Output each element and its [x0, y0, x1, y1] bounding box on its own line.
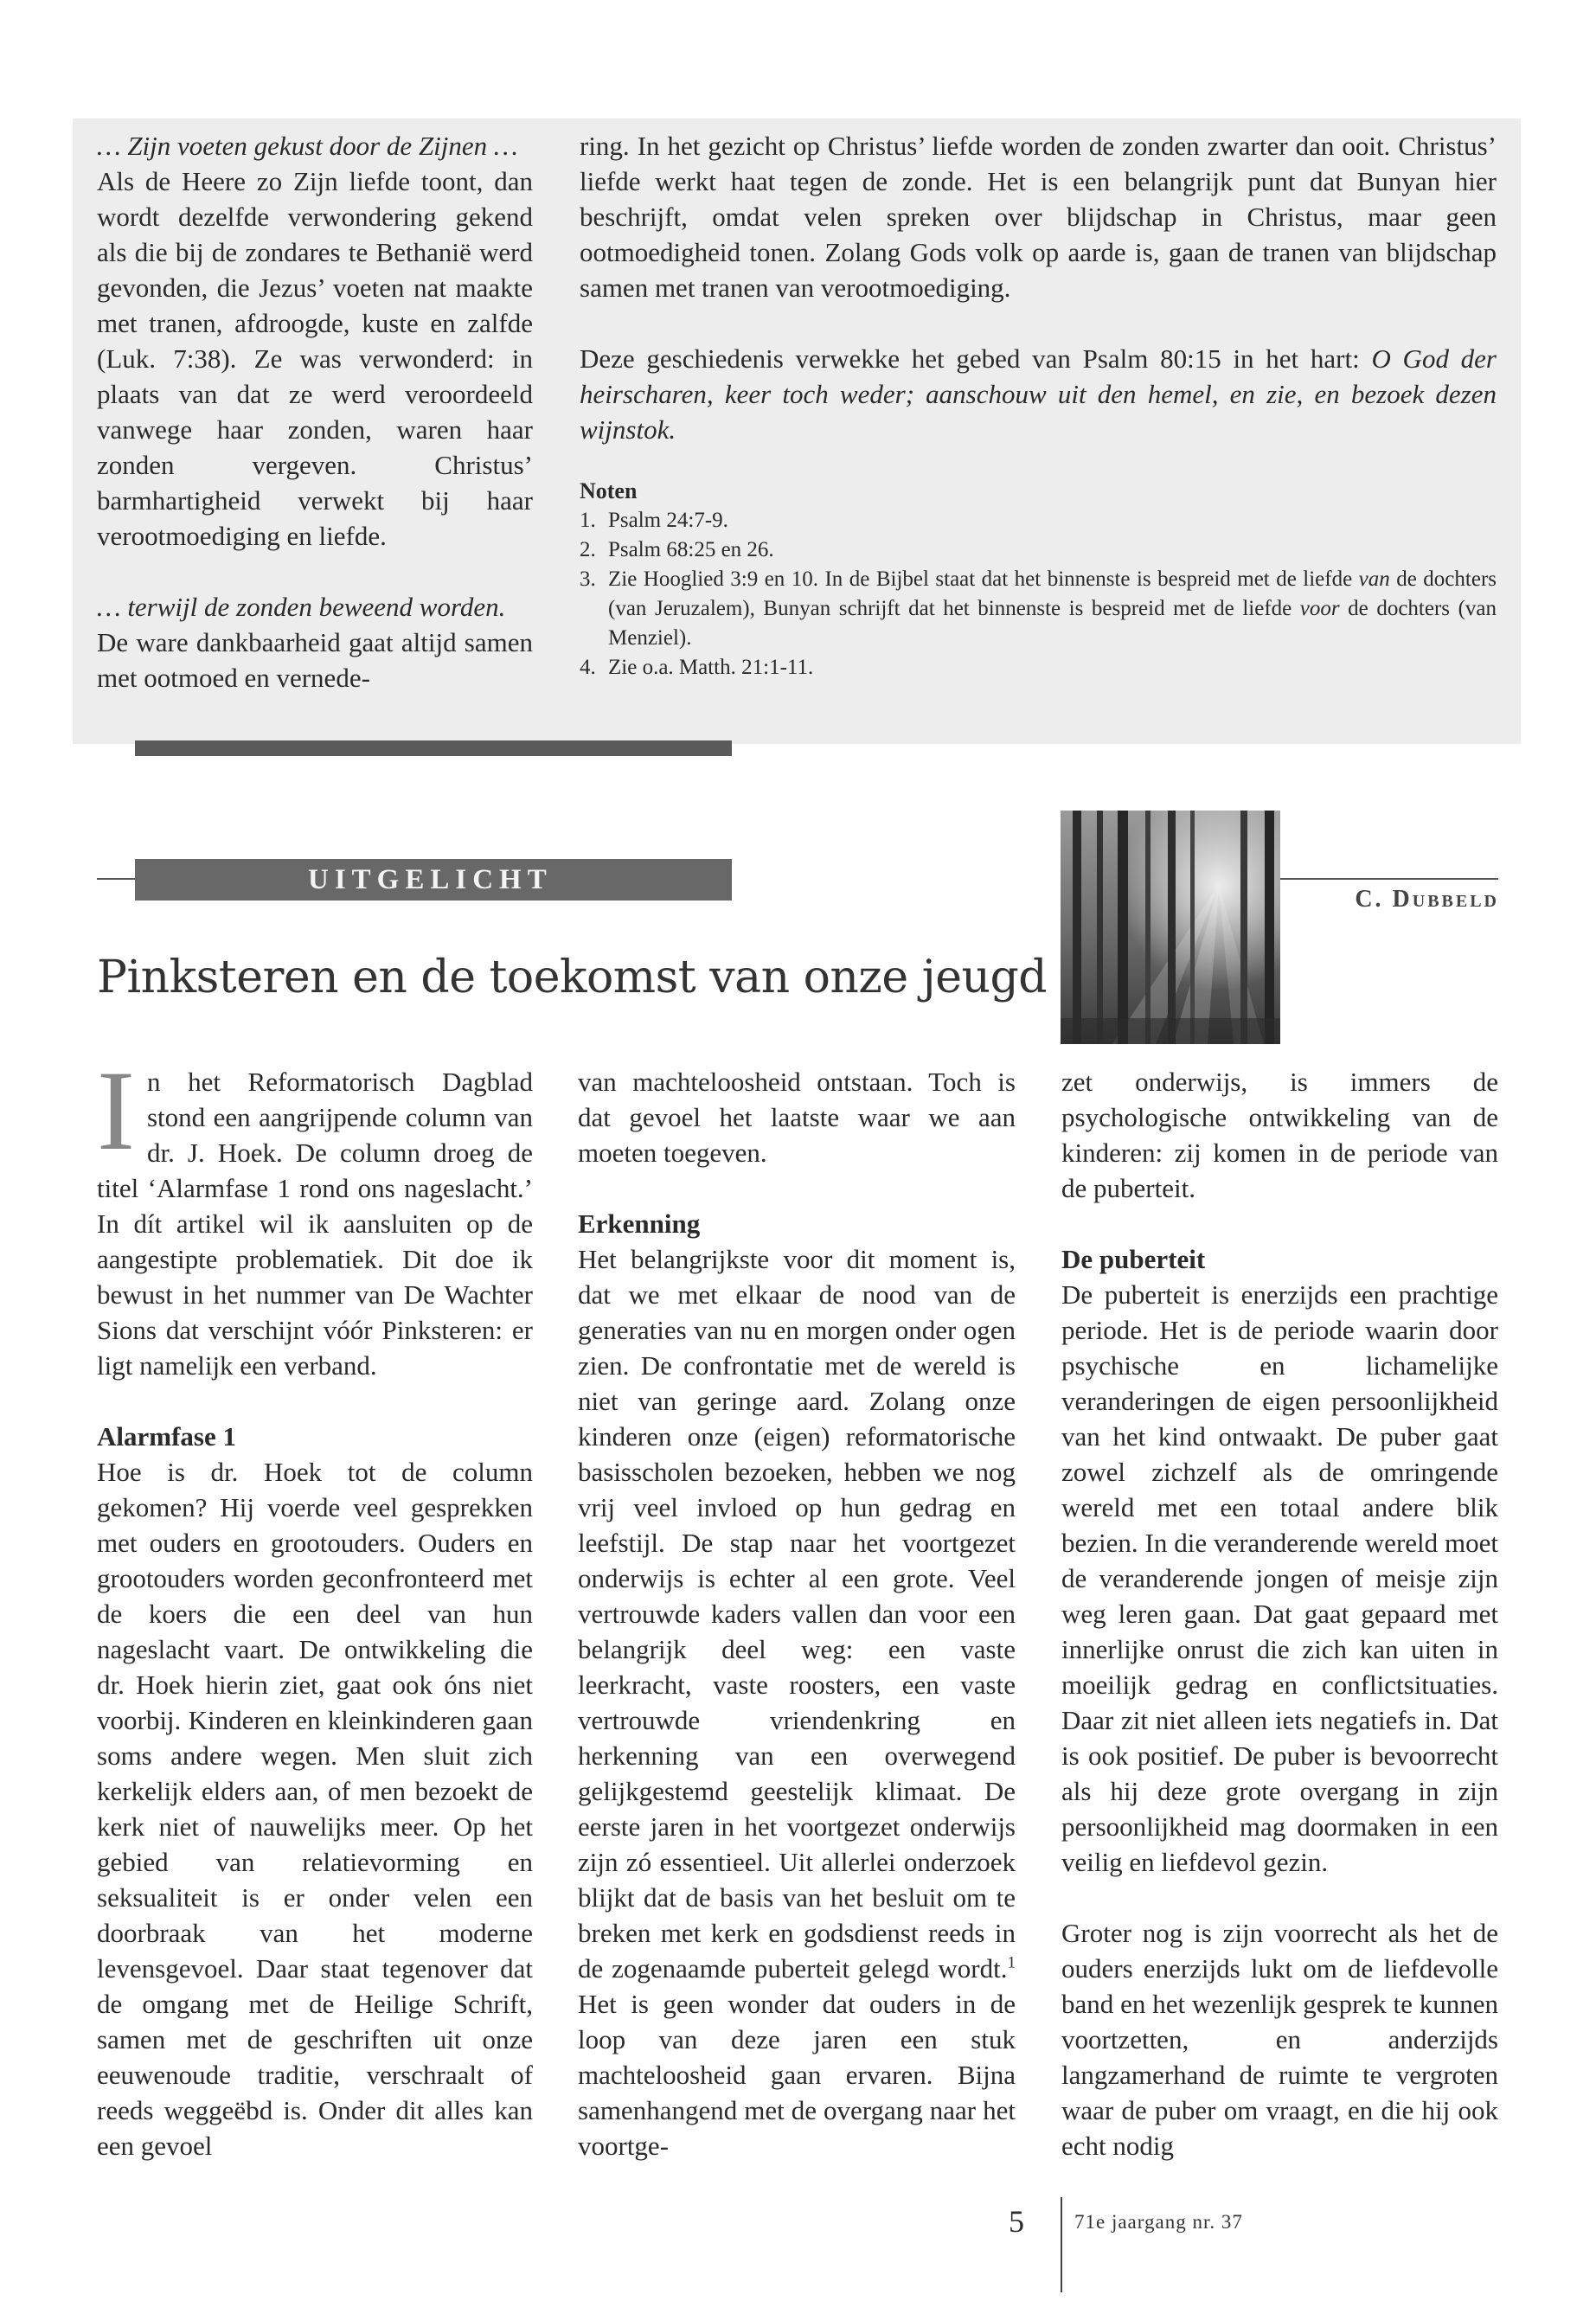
footnotes-title: Noten: [580, 478, 638, 503]
article-paragraph: van machteloosheid ontstaan. Toch is dat gevoel het laatste waar we aan moeten toegeven.: [578, 1067, 1016, 1168]
article-column-1: [97, 1047, 533, 2163]
forest-photo: [1061, 811, 1280, 1044]
article-paragraph: zet onderwijs, is immers de psychologische ontwikkeling van de kinderen: zij komen in de periode van de puberteit.: [1061, 1067, 1498, 1203]
article-paragraph: Groter nog is zijn voorrecht als het de ouders enerzijds lukt om de liefdevolle band en het wezenlijk gesprek te kunnen voortzetten, en anderzijds langzamerhand de ruimte te vergroten waar de puber om vraagt, en die hij ook echt nodig: [1061, 1918, 1498, 2161]
header-rule-left: [97, 878, 135, 880]
header-rule-right: [1280, 878, 1498, 880]
footnote-ref: 1: [1007, 1953, 1016, 1972]
article-paragraph: Het belangrijkste voor dit moment is, dat we met elkaar de nood van de generaties van nu en morgen onder ogen zien. De confrontatie met de wereld is niet van geringe aard. Zolang onze kinderen onze (eigen) reformatorische basisscholen bezoeken, hebben we nog vrij veel invloed op hun gedrag en leefstijl. De stap naar het voortgezet onderwijs is echter al een grote. Veel vertrouwde kaders vallen dan voor een belangrijk deel weg: een vaste leerkracht, vaste roosters, een vaste vertrouwde vriendenkring en herkenning van een overwegend gelijkgestemd geestelijk klimaat. De eerste jaren in het voortgezet onderwijs zijn zó essentieel. Uit allerlei onderzoek blijkt dat de basis van het besluit om te breken met kerk en godsdienst reeds in de zogenaamde puberteit gelegd wordt.$^1$ Het is geen wonder dat ouders in de loop van deze jaren een stuk machteloosheid gaan ervaren. Bijna samenhangend met de overgang naar het voortge-: [578, 1244, 1016, 2161]
footnote-item: 2. Psalm 68:25 en 26.: [580, 538, 774, 561]
subheading-puberteit: De puberteit: [1061, 1244, 1206, 1274]
subheading-alarmfase: Alarmfase 1: [97, 1421, 236, 1452]
subheading-erkenning: Erkenning: [578, 1208, 701, 1239]
footnotes: [580, 477, 1497, 683]
box-bottom-bar: [135, 740, 732, 756]
article-column-2: [578, 1064, 1016, 2163]
section-label: UITGELICHT: [135, 859, 732, 901]
author-name: C. Dubbeld: [1355, 886, 1499, 913]
box-paragraph: … Zijn voeten gekust door de Zijnen … Als de Heere zo Zijn liefde toont, dan wordt dezelfde verwondering gekend als die bij de zondares te Bethanië werd gevonden, die Jezus’ voeten nat maakte met tranen, afdroogde, kuste en zalfde (Luk. 7:38). Ze was verwonderd: in plaats van dat ze werd veroordeeld vanwege haar zonden, waren haar zonden vergeven. Christus’ barmhartigheid verwekt bij haar verootmoediging en liefde.: [97, 131, 533, 551]
footer-divider: [1061, 2197, 1062, 2292]
psalm-paragraph: Deze geschiedenis verwekke het gebed van Psalm 80:15 in het hart: O God der heirscharen, keer toch weder; aanschouw uit den hemel, en zie, en bezoek dezen wijnstok.: [580, 343, 1497, 445]
footnote-item: 3. Zie Hooglied 3:9 en 10. In de Bijbel staat dat het binnenste is bespreid met de liefde van de dochters (van Jeruzalem), Bunyan schrijft dat het binnenste is bespreid met de liefde voor de dochters (van Menziel).: [580, 567, 1497, 650]
page-number: 5: [1009, 2204, 1024, 2239]
article-headline: Pinksteren en de toekomst van onze jeugd: [97, 952, 1048, 1003]
box-right-column: [580, 128, 1497, 683]
article-paragraph: Hoe is dr. Hoek tot de column gekomen? Hij voerde veel gesprekken met ouders en grootouders. Ouders en grootouders worden geconfronteerd met de koers die een deel van hun nageslacht vaart. De ontwikkeling die dr. Hoek hierin ziet, gaat ook óns niet voorbij. Kinderen en kleinkinderen gaan soms andere wegen. Men sluit zich kerkelijk elders aan, of men bezoekt de kerk niet of nauwelijks meer. Op het gebied van relatievorming en seksualiteit is er onder velen een doorbraak van het moderne levensgevoel. Daar staat tegenover dat de omgang met de Heilige Schrift, samen met de geschriften uit onze eeuwenoude traditie, verschraalt of reeds weggeëbd is. Onder dit alles kan een gevoel: [97, 1457, 533, 2161]
article-column-3: [1061, 1064, 1498, 2163]
footnote-item: 1. Psalm 24:7-9.: [580, 509, 728, 532]
box-left-column: [97, 128, 533, 695]
drop-cap: I: [97, 1047, 135, 1174]
issue-label: 71e jaargang nr. 37: [1074, 2211, 1243, 2233]
article-paragraph: De puberteit is enerzijds een prachtige periode. Het is de periode waarin door psychische en lichamelijke veranderingen de eigen persoonlijkheid van het kind ontwaakt. De puber gaat zowel zichzelf als de omringende wereld met een totaal andere blik bezien. In die veranderende wereld moet de veranderende jongen of meisje zijn weg leren gaan. Dat gaat gepaard met innerlijke onrust die zich kan uiten in moeilijk gedrag en conflictsituaties. Daar zit niet alleen iets negatiefs in. Dat is ook positief. De puber is bevoorrecht als hij deze grote overgang in zijn persoonlijkheid mag doormaken in een veilig en liefdevol gezin.: [1061, 1279, 1498, 1877]
intro-paragraph: In het Reformatorisch Dagblad stond een aangrijpende column van dr. J. Hoek. De column droeg de titel ‘Alarmfase 1 rond ons nageslacht.’ In dít artikel wil ik aansluiten op de aangestipte problematiek. Dit doe ik bewust in het nummer van De Wachter Sions dat verschijnt vóór Pinksteren: er ligt namelijk een verband.: [97, 1047, 533, 1381]
footnote-item: 4. Zie o.a. Matth. 21:1-11.: [580, 656, 814, 679]
box-paragraph: … terwijl de zonden beweend worden. De ware dankbaarheid gaat altijd samen met ootmoed en vernede-: [97, 592, 533, 693]
box-paragraph: ring. In het gezicht op Christus’ liefde worden de zonden zwarter dan ooit. Christus’ liefde werkt haat tegen de zonde. Het is een belangrijk punt dat Bunyan hier beschrijft, omdat velen spreken over blijdschap in Christus, maar geen ootmoedigheid tonen. Zolang Gods volk op aarde is, gaan de tranen van blijdschap samen met tranen van verootmoediging.: [580, 131, 1497, 303]
